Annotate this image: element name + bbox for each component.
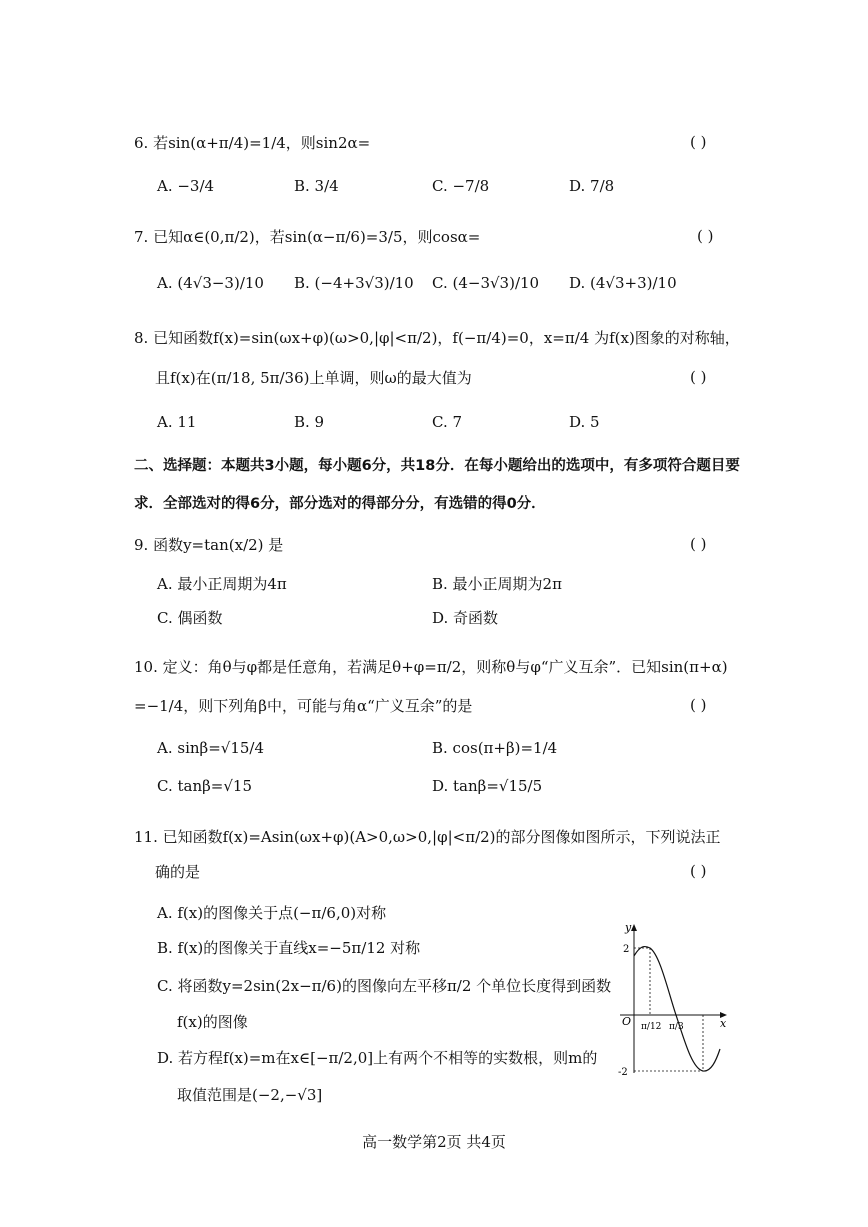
- q11-option-c-line2: f(x)的图像: [177, 1013, 248, 1031]
- q11-stem-line2: 确的是: [155, 863, 201, 881]
- graph-tick-pi-3: π/3: [669, 1022, 684, 1032]
- graph-y-max-label: 2: [623, 944, 630, 955]
- q9-stem: 9. 函数y=tan(x/2) 是: [134, 536, 284, 554]
- q8-option-b: B. 9: [294, 413, 325, 431]
- q9-option-b: B. 最小正周期为2π: [432, 575, 562, 593]
- q8-stem-line2: 且f(x)在(π/18, 5π/36)上单调，则ω的最大值为: [155, 369, 472, 387]
- graph-y-min-label: -2: [618, 1067, 628, 1078]
- q11-option-d-line2: 取值范围是(−2,−√3]: [177, 1086, 323, 1104]
- q6-option-c: C. −7/8: [432, 177, 490, 195]
- q10-option-a: A. sinβ=√15/4: [157, 739, 265, 757]
- q11-option-b: B. f(x)的图像关于直线x=−5π/12 对称: [157, 939, 421, 957]
- q6-answer-paren: ( ): [690, 133, 707, 151]
- q7-answer-paren: ( ): [697, 227, 714, 245]
- q11-option-c-line1: C. 将函数y=2sin(2x−π/6)的图像向左平移π/2 个单位长度得到函数: [157, 977, 612, 995]
- q11-option-a: A. f(x)的图像关于点(−π/6,0)对称: [157, 904, 387, 922]
- q10-option-c: C. tanβ=√15: [157, 777, 252, 795]
- q10-answer-paren: ( ): [690, 696, 707, 714]
- q7-stem: 7. 已知α∈(0,π/2)，若sin(α−π/6)=3/5，则cosα=: [134, 228, 481, 246]
- q7-option-d: D. (4√3+3)/10: [569, 274, 677, 292]
- q9-option-c: C. 偶函数: [157, 609, 223, 627]
- q11-option-d-line1: D. 若方程f(x)=m在x∈[−π/2,0]上有两个不相等的实数根，则m的: [157, 1049, 598, 1067]
- q10-stem-line2: =−1/4，则下列角β中，可能与角α“广义互余”的是: [134, 697, 473, 715]
- q8-option-a: A. 11: [157, 413, 197, 431]
- q10-option-d: D. tanβ=√15/5: [432, 777, 543, 795]
- graph-x-label: x: [720, 1017, 727, 1030]
- q8-stem-line1: 8. 已知函数f(x)=sin(ωx+φ)(ω>0,|φ|<π/2)，f(−π/4)=0，x=π/4 为f(x)图象的对称轴，: [134, 329, 740, 347]
- graph-y-label: y: [625, 921, 632, 934]
- q7-option-b: B. (−4+3√3)/10: [294, 274, 414, 292]
- q7-option-c: C. (4−3√3)/10: [432, 274, 540, 292]
- q6-option-a: A. −3/4: [157, 177, 215, 195]
- q9-answer-paren: ( ): [690, 535, 707, 553]
- q6-stem: 6. 若sin(α+π/4)=1/4，则sin2α=: [134, 134, 371, 152]
- page-footer: 高一数学第2页 共4页: [362, 1133, 506, 1151]
- q6-option-d: D. 7/8: [569, 177, 615, 195]
- q10-option-b: B. cos(π+β)=1/4: [432, 739, 558, 757]
- q7-option-a: A. (4√3−3)/10: [157, 274, 264, 292]
- q10-stem-line1: 10. 定义：角θ与φ都是任意角，若满足θ+φ=π/2，则称θ与φ“广义互余”．已知sin(π+α): [134, 658, 728, 676]
- q9-option-a: A. 最小正周期为4π: [157, 575, 287, 593]
- graph-tick-pi-12: π/12: [641, 1022, 662, 1032]
- q8-option-c: C. 7: [432, 413, 463, 431]
- q8-option-d: D. 5: [569, 413, 600, 431]
- q11-stem-line1: 11. 已知函数f(x)=Asin(ωx+φ)(A>0,ω>0,|φ|<π/2)的部分图像如图所示，下列说法正: [134, 828, 721, 846]
- q6-option-b: B. 3/4: [294, 177, 339, 195]
- q8-answer-paren: ( ): [690, 368, 707, 386]
- section2-instructions-line2: 求．全部选对的得6分，部分选对的得部分分，有选错的得0分．: [134, 496, 546, 512]
- graph-sine-curve: [634, 947, 720, 1072]
- q9-option-d: D. 奇函数: [432, 609, 499, 627]
- q11-answer-paren: ( ): [690, 862, 707, 880]
- sine-graph-figure: [616, 921, 730, 1081]
- graph-y-arrow: [631, 924, 637, 931]
- graph-origin-label: O: [622, 1015, 632, 1028]
- section2-instructions-line1: 二、选择题：本题共3小题，每小题6分，共18分．在每小题给出的选项中，有多项符合题目要: [134, 458, 740, 474]
